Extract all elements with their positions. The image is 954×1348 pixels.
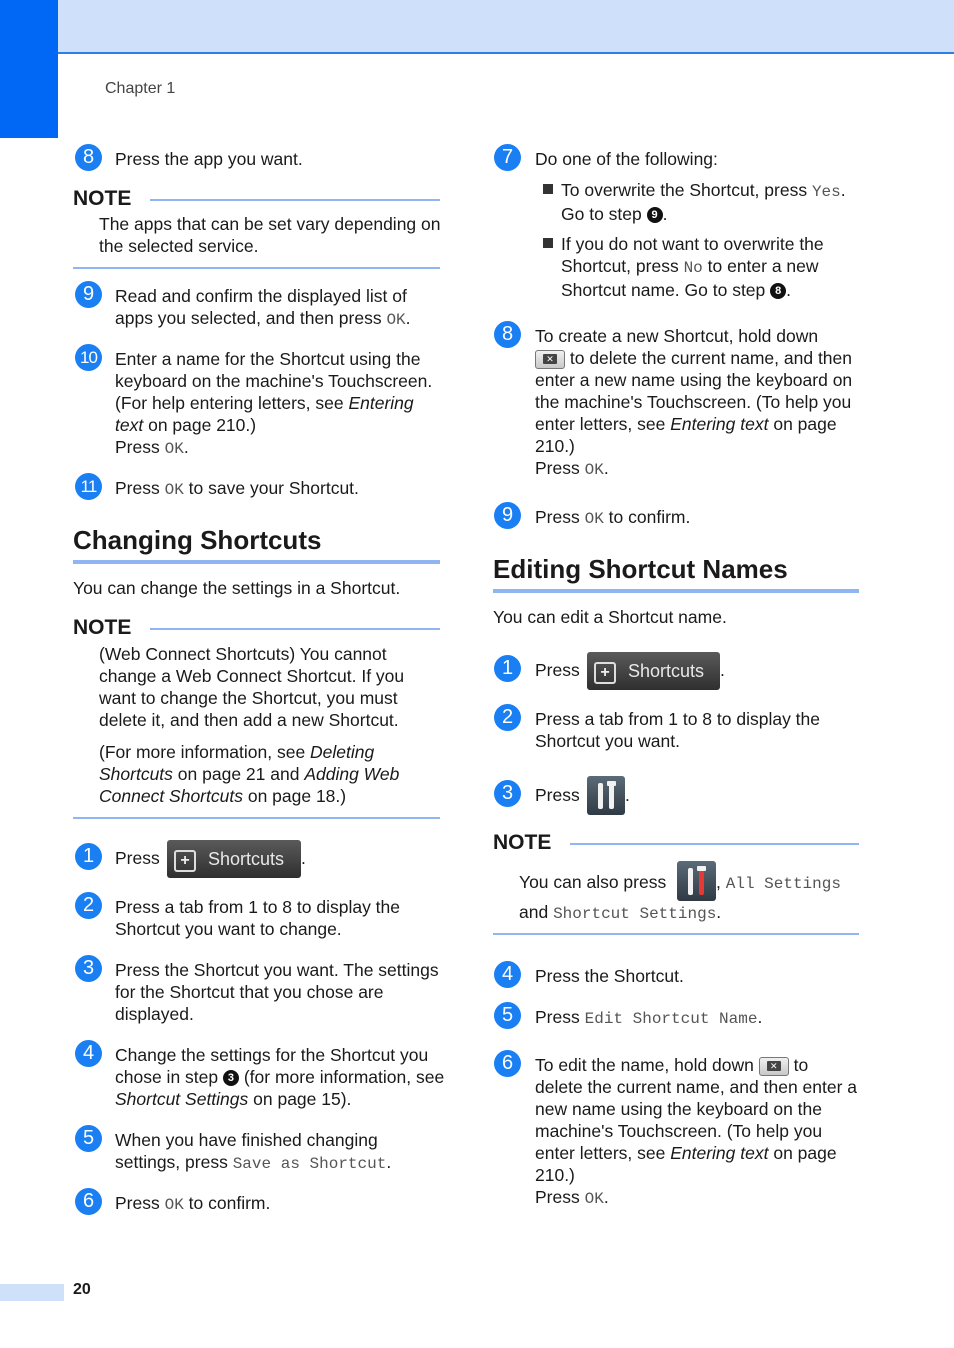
note-end-rule — [493, 933, 859, 935]
step-number: 5 — [494, 1002, 521, 1029]
header-band — [0, 0, 954, 54]
step-text: To create a new Shortcut, hold down ✕ to delete the current name, and then enter a new name using the keyboard on the machine's Touchscreen. (To help you enter letters, see Entering text on page 210.) Press OK. — [535, 326, 853, 479]
step-number: 2 — [494, 704, 521, 731]
shortcuts-plus-icon: + — [594, 662, 616, 684]
step-number: 2 — [75, 892, 102, 919]
step-number: 3 — [75, 955, 102, 982]
section-rule — [73, 560, 440, 564]
step-text: Press OK to confirm. — [115, 1193, 271, 1214]
step-text-end: . — [301, 848, 306, 868]
step-number: 7 — [494, 144, 521, 171]
note-end-rule — [73, 817, 440, 819]
step-text: Press a tab from 1 to 8 to display the Shortcut you want. — [535, 709, 821, 751]
step-number: 4 — [75, 1040, 102, 1067]
step-number: 8 — [75, 144, 102, 171]
step-number: 1 — [494, 655, 521, 682]
page-number: 20 — [73, 1281, 91, 1298]
backspace-icon[interactable]: ✕ — [535, 350, 565, 369]
section-intro: You can change the settings in a Shortcut. — [73, 578, 401, 598]
tools-icon — [677, 861, 716, 901]
step-text: Do one of the following: — [535, 149, 718, 169]
section-rule — [493, 589, 859, 593]
footer-band — [0, 1284, 64, 1301]
step-text: Press a tab from 1 to 8 to display the Shortcut you want to change. — [115, 897, 401, 939]
step-number: 10 — [75, 344, 102, 371]
step-number: 1 — [75, 843, 102, 870]
step-text: Press — [535, 660, 580, 680]
step-text: Press the Shortcut you want. The settings for the Shortcut that you chose are displayed. — [115, 960, 439, 1024]
note-end-rule — [73, 267, 440, 269]
step-number: 6 — [494, 1050, 521, 1077]
step-text: Read and confirm the displayed list of apps you selected, and then press OK. — [115, 286, 411, 329]
step-text: Press OK to confirm. — [535, 507, 691, 528]
step-number: 11 — [75, 473, 102, 500]
step-text: Enter a name for the Shortcut using the keyboard on the machine's Touchscreen. (For help entering letters, see Entering text on page 210.) Press OK. — [115, 349, 433, 458]
step-text-end: . — [720, 660, 725, 680]
tools-button[interactable] — [677, 861, 716, 901]
step-text-end: . — [625, 785, 630, 805]
chapter-label: Chapter 1 — [105, 80, 176, 97]
step-text: When you have finished changing settings, press Save as Shortcut. — [115, 1130, 392, 1173]
step-number: 5 — [75, 1125, 102, 1152]
step-text: Press the Shortcut. — [535, 966, 684, 986]
step-text: To edit the name, hold down ✕ to delete the current name, and then enter a new name using the keyboard on the machine's Touchscreen. (To help you enter letters, see Entering text on page 210.) Press OK. — [535, 1055, 858, 1208]
chapter-tab — [0, 0, 58, 138]
note-text: The apps that can be set vary depending on the selected service. — [99, 214, 441, 256]
bullet-text: To overwrite the Shortcut, press Yes. Go to step 9 . — [561, 180, 846, 224]
section-title: Editing Shortcut Names — [493, 554, 788, 584]
section-title: Changing Shortcuts — [73, 525, 322, 555]
step-text: Press — [115, 848, 160, 868]
note-text: (Web Connect Shortcuts) You cannot change a Web Connect Shortcut. If you want to change the Shortcut, you must delete it, and then add a new Shortcut. — [99, 644, 405, 730]
bullet-text: If you do not want to overwrite the Shortcut, press No to enter a new Shortcut name. Go to step 8 . — [561, 234, 824, 300]
step-text: Press Edit Shortcut Name. — [535, 1007, 763, 1028]
step-text: Press the app you want. — [115, 149, 303, 169]
note-text: and Shortcut Settings. — [519, 902, 722, 923]
bullet — [543, 238, 553, 248]
note-heading: NOTE — [73, 187, 132, 210]
step-number: 6 — [75, 1188, 102, 1215]
step-text: Change the settings for the Shortcut you chose in step 3 (for more information, see Shortcut Settings on page 15). — [115, 1045, 445, 1109]
step-number: 9 — [494, 502, 521, 529]
step-number: 3 — [494, 780, 521, 807]
note-text: You can also press — [519, 872, 667, 892]
note-rule — [570, 843, 859, 845]
note-text: , All Settings — [716, 872, 841, 893]
step-number: 8 — [494, 321, 521, 348]
note-heading: NOTE — [493, 831, 552, 854]
tools-button[interactable] — [587, 776, 625, 815]
note-rule — [150, 199, 440, 201]
step-text: Press — [535, 785, 580, 805]
shortcuts-button[interactable]: + Shortcuts — [167, 840, 301, 878]
step-number: 4 — [494, 961, 521, 988]
bullet — [543, 184, 553, 194]
step-text: Press OK to save your Shortcut. — [115, 478, 359, 499]
note-text: (For more information, see Deleting Shortcuts on page 21 and Adding Web Connect Shortcuts on page 18.) — [99, 742, 400, 806]
section-intro: You can edit a Shortcut name. — [493, 607, 727, 627]
note-heading: NOTE — [73, 616, 132, 639]
shortcuts-button[interactable]: + Shortcuts — [587, 652, 720, 690]
step-number: 9 — [75, 281, 102, 308]
tools-icon — [587, 776, 625, 815]
shortcuts-plus-icon: + — [174, 850, 196, 872]
note-rule — [150, 628, 440, 630]
backspace-icon[interactable]: ✕ — [759, 1057, 789, 1076]
